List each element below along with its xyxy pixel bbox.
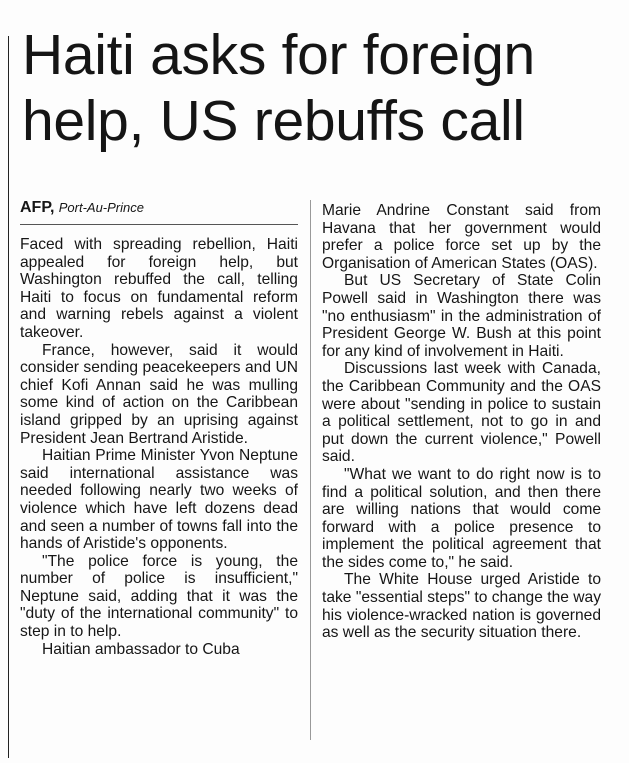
paragraph: France, however, said it would consider sending peacekeepers and UN chief Kofi Annan said he was mulling some kind of action on the Caribbean island gripped by an uprising against President Jean Bertrand Aristide.: [20, 341, 298, 447]
paragraph: Faced with spreading rebellion, Haiti appealed for foreign help, but Washington rebuffed the call, telling Haiti to focus on fundamental reform and warning rebels against a violent takeover.: [20, 236, 298, 341]
paragraph: Discussions last week with Canada, the Caribbean Community and the OAS were about "sending in police to sustain a political settlement, not to go in and put down the current violence," Powell said.: [322, 360, 601, 466]
paragraph: The White House urged Aristide to take "essential steps" to change the way his violence-wracked nation is governed as well as the security situation there.: [322, 571, 601, 642]
byline: [20, 198, 298, 218]
paragraph: But US Secretary of State Colin Powell said in Washington there was "no enthusiasm" in the administration of President George W. Bush at this point for any kind of involvement in Haiti.: [322, 272, 601, 360]
left-column: [20, 198, 298, 658]
column-rule-left: [8, 36, 9, 758]
paragraph: Haitian Prime Minister Yvon Neptune said international assistance was needed following nearly two weeks of violence which have left dozens dead and seen a number of towns fall into the hands of Aristide's opponents.: [20, 447, 298, 553]
byline-rule: [20, 224, 298, 225]
paragraph: Haitian ambassador to Cuba: [42, 640, 240, 658]
article-headline: Haiti asks for foreign help, US rebuffs call: [22, 23, 535, 153]
column-divider: [310, 200, 311, 740]
byline-agency: AFP,: [20, 199, 55, 216]
paragraph: Marie Andrine Constant said from Havana that her government would prefer a police force set up by the Organisation of American States (OAS).: [322, 202, 601, 272]
right-column: [322, 202, 601, 642]
paragraph: "The police force is young, the number of police is insufficient," Neptune said, adding that it was the "duty of the international community" to step in to help.: [20, 552, 298, 641]
paragraph: "What we want to do right now is to find a political solution, and then there are willing nations that would come forward with a police presence to implement the political agreement that the sides come to," he said.: [322, 465, 601, 571]
byline-place: Port-Au-Prince: [58, 200, 144, 215]
